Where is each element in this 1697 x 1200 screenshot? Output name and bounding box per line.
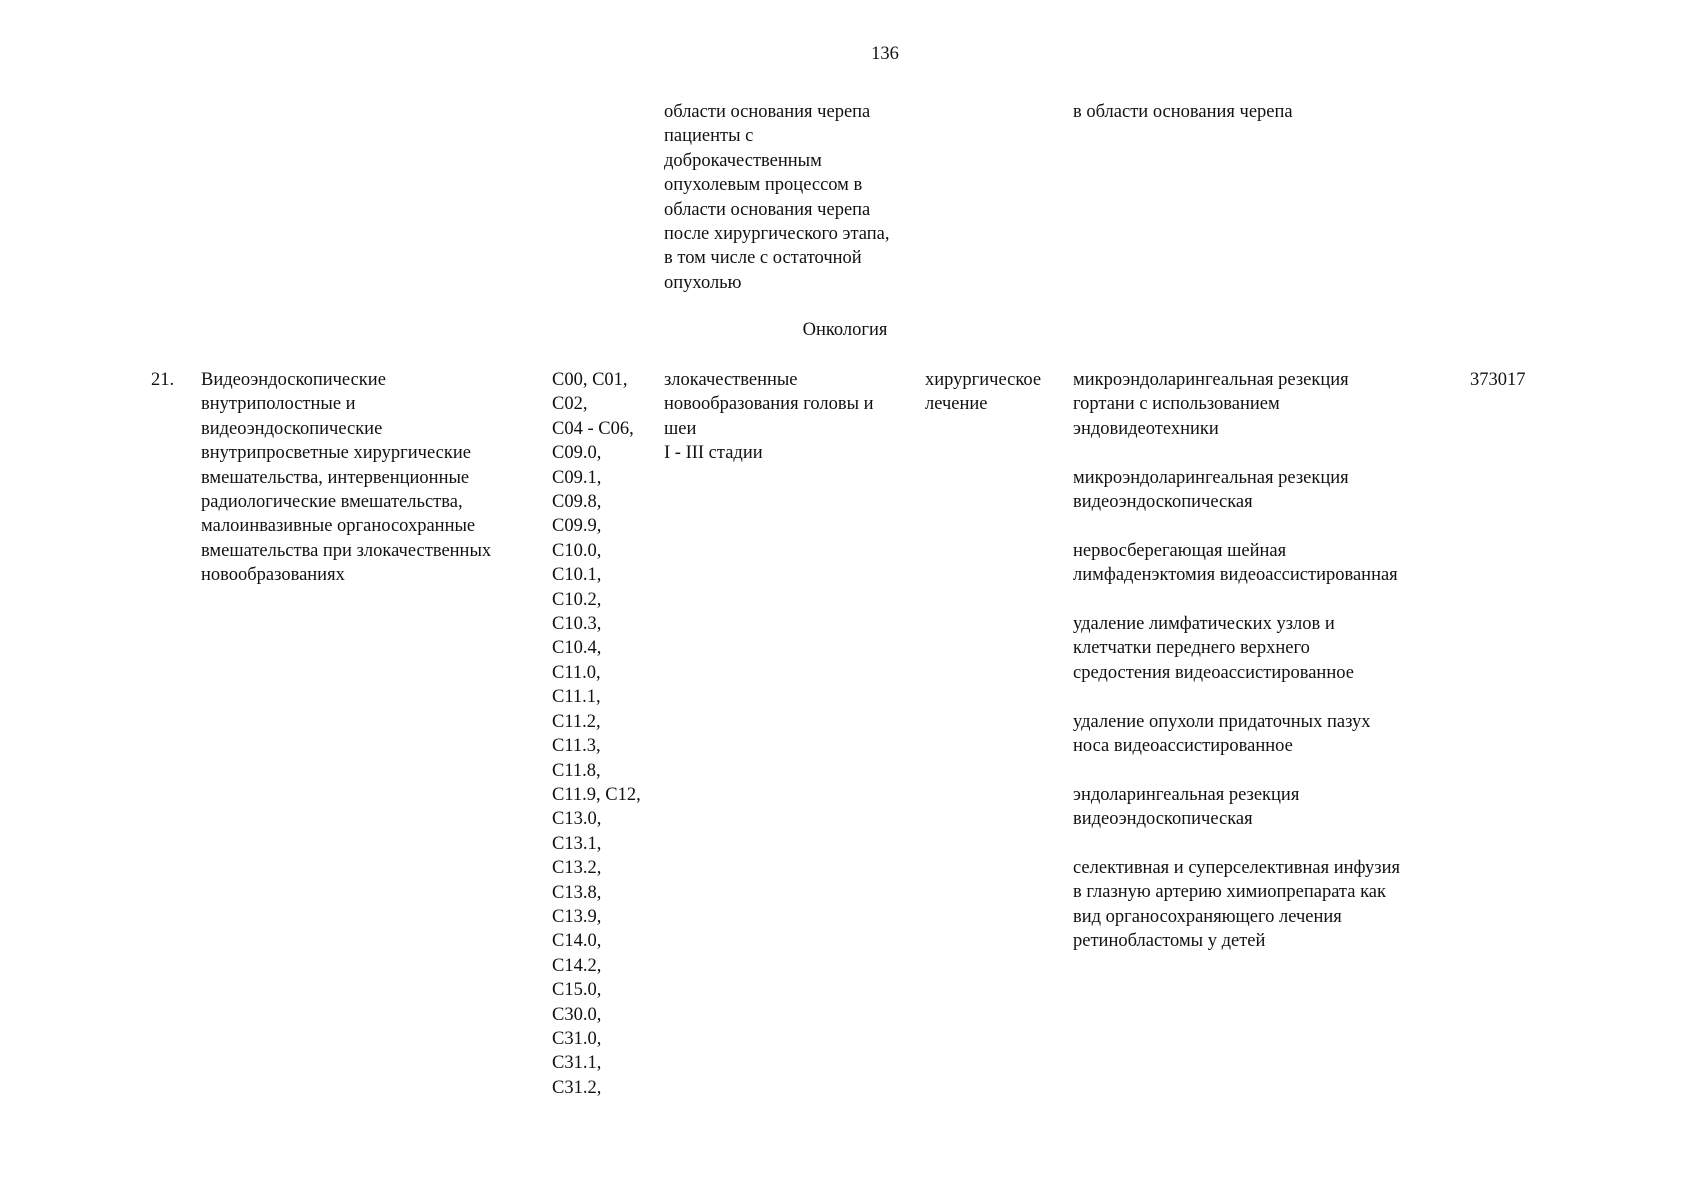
text-line: лимфаденэктомия видеоассистированная	[1073, 565, 1398, 586]
text-line: шеи	[664, 418, 697, 439]
icd-code: C10.0,	[552, 540, 602, 561]
treatment-method	[1073, 539, 1493, 588]
text-line: I - III стадии	[664, 443, 763, 464]
text-line: внутрипросветные хирургические	[201, 443, 471, 464]
icd-code: C00, C01,	[552, 370, 628, 390]
icd-code: C11.8,	[552, 760, 601, 781]
icd-code: C31.0,	[552, 1028, 602, 1049]
icd-code: C13.0,	[552, 809, 602, 830]
icd-code: C02,	[552, 394, 588, 415]
text-line: видеоэндоскопические	[201, 418, 383, 439]
text-line: удаление лимфатических узлов и	[1073, 614, 1335, 635]
icd-code: C14.0,	[552, 931, 602, 952]
text-line: эндоларингеальная резекция	[1073, 784, 1300, 805]
text-line: новообразованиях	[201, 565, 345, 586]
icd-code: C10.2,	[552, 589, 602, 610]
icd-code: C13.2,	[552, 858, 602, 879]
text-line: хирургическое	[925, 370, 1042, 390]
icd-codes	[552, 368, 662, 1100]
icd-code: C11.2,	[552, 711, 601, 732]
icd-code: C11.0,	[552, 662, 601, 683]
patient-condition	[664, 368, 924, 466]
text-line: клетчатки переднего верхнего	[1073, 638, 1310, 659]
icd-code: C10.3,	[552, 614, 602, 635]
text-line: видеоэндоскопическая	[1073, 492, 1253, 513]
icd-code: C31.1,	[552, 1053, 602, 1074]
treatment-methods	[1073, 368, 1493, 978]
treatment-method	[1073, 856, 1493, 954]
icd-code: C11.1,	[552, 687, 601, 708]
icd-code: C13.9,	[552, 906, 602, 927]
icd-code: C13.8,	[552, 882, 602, 903]
text-line: селективная и суперселективная инфузия	[1073, 858, 1401, 879]
text-line: внутриполостные и	[201, 394, 356, 415]
text-line: области основания черепа	[664, 102, 871, 122]
text-line: новообразования головы и	[664, 394, 874, 415]
icd-code: C04 - C06,	[552, 418, 634, 439]
text-line: в том числе с остаточной	[664, 248, 862, 269]
care-type-name	[201, 368, 541, 588]
treatment-type	[925, 368, 1075, 417]
text-line: гортани с использованием	[1073, 394, 1280, 415]
text-line: пациенты с	[664, 126, 754, 147]
text-line: радиологические вмешательства,	[201, 492, 463, 513]
icd-code: C11.9, C12,	[552, 784, 641, 805]
icd-code: C09.8,	[552, 492, 602, 513]
text-line: в глазную артерию химиопрепарата как	[1073, 882, 1386, 903]
text-line: лечение	[925, 394, 988, 415]
row-number: 21.	[151, 370, 175, 390]
text-line: опухолевым процессом в	[664, 175, 863, 196]
text-line: вмешательства, интервенционные	[201, 467, 470, 488]
text-line: нервосберегающая шейная	[1073, 540, 1287, 561]
icd-code: C09.9,	[552, 516, 602, 537]
text-line: опухолью	[664, 272, 742, 293]
icd-code: C15.0,	[552, 980, 602, 1001]
treatment-method	[1073, 466, 1493, 515]
text-line: малоинвазивные органосохранные	[201, 516, 476, 537]
text-line: микроэндоларингеальная резекция	[1073, 370, 1349, 390]
text-line: носа видеоассистированное	[1073, 736, 1293, 757]
treatment-method	[1073, 368, 1493, 441]
text-line: видеоэндоскопическая	[1073, 809, 1253, 830]
icd-code: C10.1,	[552, 565, 602, 586]
icd-code: C14.2,	[552, 955, 602, 976]
treatment-method	[1073, 783, 1493, 832]
text-line: ретинобластомы у детей	[1073, 931, 1266, 952]
text-line: вмешательства при злокачественных	[201, 540, 492, 561]
text-line: после хирургического этапа,	[664, 224, 890, 245]
section-title: Онкология	[802, 320, 888, 340]
continued-method: в области основания черепа	[1073, 102, 1293, 122]
page-number: 136	[871, 44, 899, 64]
icd-code: C09.1,	[552, 467, 602, 488]
text-line: Видеоэндоскопические	[201, 370, 386, 390]
cost-value: 373017	[1470, 370, 1526, 390]
icd-code: C10.4,	[552, 638, 602, 659]
treatment-method	[1073, 612, 1493, 685]
treatment-method	[1073, 710, 1493, 759]
text-line: удаление опухоли придаточных пазух	[1073, 711, 1371, 732]
icd-code: C30.0,	[552, 1004, 602, 1025]
icd-code: C09.0,	[552, 443, 602, 464]
text-line: злокачественные	[664, 370, 798, 390]
icd-code: C11.3,	[552, 736, 601, 757]
continued-description	[664, 100, 924, 295]
text-line: средостения видеоассистированное	[1073, 662, 1354, 683]
text-line: области основания черепа	[664, 199, 871, 220]
icd-code: C13.1,	[552, 833, 602, 854]
text-line: доброкачественным	[664, 150, 822, 171]
text-line: вид органосохраняющего лечения	[1073, 906, 1342, 927]
text-line: микроэндоларингеальная резекция	[1073, 467, 1349, 488]
text-line: эндовидеотехники	[1073, 418, 1219, 439]
icd-code: C31.2,	[552, 1077, 602, 1098]
